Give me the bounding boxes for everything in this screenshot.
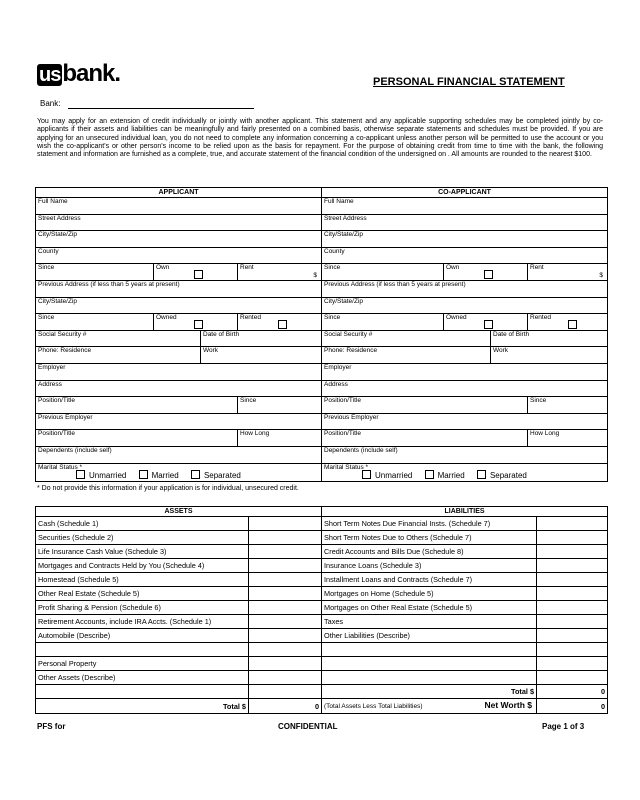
finance-row	[36, 629, 608, 643]
liability-label: Mortgages on Home (Schedule 5)	[322, 587, 537, 601]
asset-amount-field[interactable]	[249, 573, 322, 587]
app-separated-checkbox[interactable]	[191, 470, 200, 479]
liability-amount-field[interactable]	[537, 545, 608, 559]
app-dependents-field[interactable]: Dependents (include self)	[36, 446, 322, 463]
liability-label	[322, 643, 537, 657]
app-own-checkbox[interactable]	[194, 270, 203, 279]
co-dependents-field[interactable]: Dependents (include self)	[322, 446, 608, 463]
co-city2-field[interactable]: City/State/Zip	[322, 297, 608, 314]
asset-label: Personal Property	[36, 657, 249, 671]
app-work-field[interactable]: Work	[201, 347, 322, 364]
bank-input-line[interactable]	[68, 108, 254, 109]
co-prev-address-field[interactable]: Previous Address (if less than 5 years at present)	[322, 280, 608, 297]
co-street-field[interactable]: Street Address	[322, 214, 608, 231]
app-county-field[interactable]: County	[36, 247, 322, 264]
app-prev-address-field[interactable]: Previous Address (if less than 5 years at present)	[36, 280, 322, 297]
assets-header: ASSETS	[36, 507, 322, 517]
liabilities-total-label: Total $	[322, 685, 537, 699]
asset-label: Mortgages and Contracts Held by You (Schedule 4)	[36, 559, 249, 573]
co-position-since-field[interactable]: Since	[528, 397, 608, 414]
applicant-header: APPLICANT	[36, 188, 322, 198]
co-address-field[interactable]: Address	[322, 380, 608, 397]
asset-label: Retirement Accounts, include IRA Accts. (Schedule 1)	[36, 615, 249, 629]
app-unmarried-checkbox[interactable]	[76, 470, 85, 479]
asset-label: Securities (Schedule 2)	[36, 531, 249, 545]
app-position-since-field[interactable]: Since	[238, 397, 322, 414]
page-title: PERSONAL FINANCIAL STATEMENT	[373, 76, 565, 88]
asset-amount-field[interactable]	[249, 559, 322, 573]
asset-amount-field[interactable]	[249, 671, 322, 685]
finance-row	[36, 559, 608, 573]
co-phone-field[interactable]: Phone: Residence	[322, 347, 491, 364]
asset-amount-field[interactable]	[249, 587, 322, 601]
app-ssn-field[interactable]: Social Security #	[36, 330, 201, 347]
co-married-checkbox[interactable]	[425, 470, 434, 479]
asset-amount-field[interactable]	[249, 615, 322, 629]
asset-amount-field[interactable]	[249, 657, 322, 671]
footer-page-number: Page 1 of 3	[542, 722, 585, 731]
co-prev-employer-field[interactable]: Previous Employer	[322, 413, 608, 430]
liability-label: Insurance Loans (Schedule 3)	[322, 559, 537, 573]
finance-row	[36, 587, 608, 601]
applicant-info-table	[35, 187, 608, 482]
app-prev-employer-field[interactable]: Previous Employer	[36, 413, 322, 430]
footer-pfs-for: PFS for	[37, 722, 66, 731]
app-position-field[interactable]: Position/Title	[36, 397, 238, 414]
app-married-checkbox[interactable]	[139, 470, 148, 479]
app-employer-field[interactable]: Employer	[36, 363, 322, 380]
liability-label	[322, 671, 537, 685]
net-worth-cell	[322, 699, 537, 714]
liability-amount-field[interactable]	[537, 559, 608, 573]
liability-label: Short Term Notes Due to Others (Schedule 7)	[322, 531, 537, 545]
liability-label: Installment Loans and Contracts (Schedule 7)	[322, 573, 537, 587]
co-marital-field: Marital Status * Unmarried Married Separated	[322, 463, 608, 481]
asset-amount-blank[interactable]	[249, 685, 322, 699]
liability-amount-field[interactable]	[537, 629, 608, 643]
co-ssn-field[interactable]: Social Security #	[322, 330, 491, 347]
assets-total-value: 0	[249, 699, 322, 714]
liabilities-header: LIABILITIES	[322, 507, 608, 517]
liability-label	[322, 657, 537, 671]
app-position2-field[interactable]: Position/Title	[36, 430, 238, 447]
co-rented-checkbox[interactable]	[568, 320, 577, 329]
co-rent-field[interactable]: Rent $	[528, 264, 608, 281]
liability-amount-field[interactable]	[537, 587, 608, 601]
bank-label: Bank:	[40, 99, 61, 108]
finance-row	[36, 531, 608, 545]
finance-row	[36, 573, 608, 587]
co-own-checkbox[interactable]	[484, 270, 493, 279]
asset-amount-field[interactable]	[249, 601, 322, 615]
co-full-name-field[interactable]: Full Name	[322, 198, 608, 215]
us-bank-logo	[37, 60, 120, 88]
app-rented-checkbox[interactable]	[278, 320, 287, 329]
logo-us: us	[39, 64, 61, 86]
co-dob-field[interactable]: Date of Birth	[491, 330, 608, 347]
net-worth-note: (Total Assets Less Total Liabilities)	[324, 703, 423, 710]
liability-amount-field[interactable]	[537, 517, 608, 531]
co-since-field[interactable]: Since	[322, 264, 444, 281]
asset-row-blank	[36, 685, 249, 699]
co-position2-field[interactable]: Position/Title	[322, 430, 528, 447]
finance-row	[36, 517, 608, 531]
finance-row	[36, 671, 608, 685]
app-dob-field[interactable]: Date of Birth	[201, 330, 322, 347]
liability-label: Other Liabilities (Describe)	[322, 629, 537, 643]
app-rented-field: Rented	[238, 314, 322, 331]
app-own-field: Own	[154, 264, 238, 281]
asset-label	[36, 643, 249, 657]
finance-row	[36, 615, 608, 629]
co-work-field[interactable]: Work	[491, 347, 608, 364]
liability-label: Short Term Notes Due Financial Insts. (Schedule 7)	[322, 517, 537, 531]
asset-amount-field[interactable]	[249, 629, 322, 643]
app-address-field[interactable]: Address	[36, 380, 322, 397]
co-county-field[interactable]: County	[322, 247, 608, 264]
co-owned-checkbox[interactable]	[484, 320, 493, 329]
net-worth-value: 0	[537, 699, 608, 714]
asset-label: Other Real Estate (Schedule 5)	[36, 587, 249, 601]
asset-label: Profit Sharing & Pension (Schedule 6)	[36, 601, 249, 615]
app-marital-field: Marital Status * Unmarried Married Separated	[36, 463, 322, 481]
co-unmarried-checkbox[interactable]	[362, 470, 371, 479]
co-position-field[interactable]: Position/Title	[322, 397, 528, 414]
app-phone-field[interactable]: Phone: Residence	[36, 347, 201, 364]
liability-amount-field[interactable]	[537, 601, 608, 615]
assets-liabilities-table	[35, 506, 608, 714]
finance-row	[36, 657, 608, 671]
app-city-field[interactable]: City/State/Zip	[36, 231, 322, 248]
liability-amount-field[interactable]	[537, 615, 608, 629]
marital-footnote: * Do not provide this information if your application is for individual, unsecured credit.	[37, 485, 299, 492]
finance-row	[36, 545, 608, 559]
logo-bank: bank.	[62, 60, 121, 87]
asset-amount-field[interactable]	[249, 531, 322, 545]
finance-row	[36, 643, 608, 657]
app-full-name-field[interactable]: Full Name	[36, 198, 322, 215]
app-how-long-field[interactable]: How Long	[238, 430, 322, 447]
asset-label: Life Insurance Cash Value (Schedule 3)	[36, 545, 249, 559]
liability-amount-field[interactable]	[537, 671, 608, 685]
asset-amount-field[interactable]	[249, 517, 322, 531]
footer-confidential: CONFIDENTIAL	[278, 722, 338, 731]
liabilities-total-value: 0	[537, 685, 608, 699]
app-rent-field[interactable]: Rent $	[238, 264, 322, 281]
co-rented-field: Rented	[528, 314, 608, 331]
coapplicant-header: CO-APPLICANT	[322, 188, 608, 198]
liability-label: Credit Accounts and Bills Due (Schedule 8)	[322, 545, 537, 559]
asset-amount-field[interactable]	[249, 643, 322, 657]
finance-row	[36, 601, 608, 615]
co-owned-field: Owned	[444, 314, 528, 331]
liability-amount-field[interactable]	[537, 531, 608, 545]
co-separated-checkbox[interactable]	[477, 470, 486, 479]
co-since2-field[interactable]: Since	[322, 314, 444, 331]
asset-amount-field[interactable]	[249, 545, 322, 559]
liability-label: Mortgages on Other Real Estate (Schedule 5)	[322, 601, 537, 615]
liability-amount-field[interactable]	[537, 643, 608, 657]
co-own-field: Own	[444, 264, 528, 281]
app-since-field[interactable]: Since	[36, 264, 154, 281]
asset-label: Homestead (Schedule 5)	[36, 573, 249, 587]
co-employer-field[interactable]: Employer	[322, 363, 608, 380]
co-how-long-field[interactable]: How Long	[528, 430, 608, 447]
asset-label: Automobile (Describe)	[36, 629, 249, 643]
assets-total-label: Total $	[36, 699, 249, 714]
app-since2-field[interactable]: Since	[36, 314, 154, 331]
intro-paragraph: You may apply for an extension of credit individually or jointly with another applicant. This statement and any applicable supporting schedules may be completed jointly by co-applicants if their assets and liabilities can be meaningfully and fairly presented on a combined basis, otherwise separate statements and schedules must be provided. If you are applying for an unsecured individual loan, you do not need to complete any information concerning a co-applicant unless another person will be permitted to use the account or you wish the co-applicant's or other person's income to be relied upon as the basis for repayment. For the purpose of obtaining credit from time to time with the bank, the following statement and information are furnished as a complete, true, and accurate statement of the financial condition of the undersigned on . All amounts are rounded to the nearest $100.	[37, 118, 603, 159]
asset-label: Cash (Schedule 1)	[36, 517, 249, 531]
co-city-field[interactable]: City/State/Zip	[322, 231, 608, 248]
liability-amount-field[interactable]	[537, 657, 608, 671]
liability-amount-field[interactable]	[537, 573, 608, 587]
net-worth-label: Net Worth $	[484, 700, 533, 710]
app-owned-field: Owned	[154, 314, 238, 331]
asset-label: Other Assets (Describe)	[36, 671, 249, 685]
app-street-field[interactable]: Street Address	[36, 214, 322, 231]
app-city2-field[interactable]: City/State/Zip	[36, 297, 322, 314]
app-owned-checkbox[interactable]	[194, 320, 203, 329]
liability-label: Taxes	[322, 615, 537, 629]
